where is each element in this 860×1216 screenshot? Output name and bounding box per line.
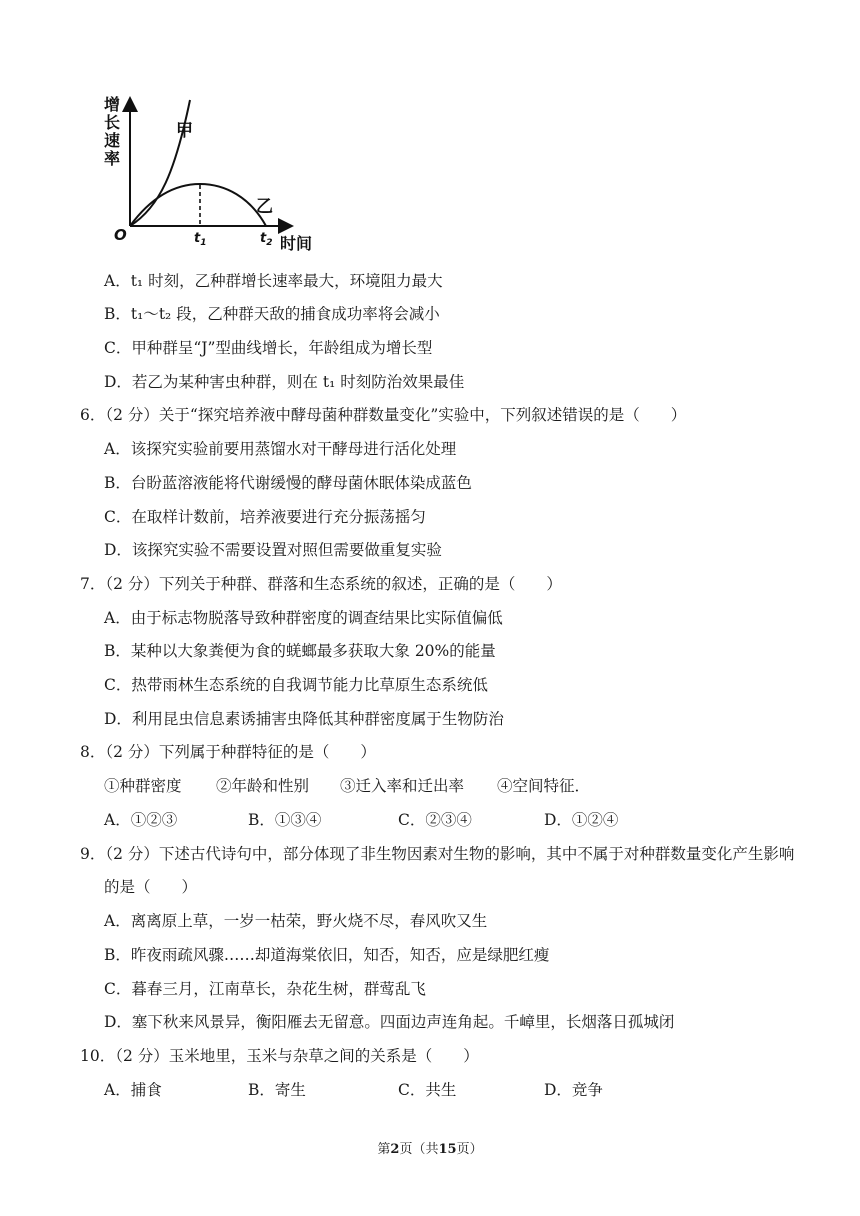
q8-item-2: ②年龄和性别 (216, 777, 310, 795)
y-label-char-1: 增 (104, 95, 121, 114)
q7-stem: 7．（2 分）下列关于种群、群落和生态系统的叙述，正确的是（ ） (80, 575, 562, 593)
page-footer (0, 1138, 860, 1157)
footer-total-pages: 15 (438, 1142, 457, 1157)
q7-option-b: B．某种以大象粪便为食的蜣螂最多获取大象 20%的能量 (104, 642, 496, 660)
y-label-char-3: 速 (104, 131, 121, 150)
q10-option-c: C．共生 (398, 1081, 457, 1099)
q7-option-c: C．热带雨林生态系统的自我调节能力比草原生态系统低 (104, 676, 488, 694)
q10-stem: 10．（2 分）玉米地里，玉米与杂草之间的关系是（ ） (80, 1047, 479, 1065)
q5-option-b: B．t₁～t₂ 段，乙种群天敌的捕食成功率将会减小 (104, 305, 440, 323)
footer-middle: 页（共 (399, 1142, 439, 1157)
t2-label: $t_2$ (260, 231, 273, 248)
q10-option-a: A．捕食 (104, 1081, 162, 1099)
q8-option-c: C．②③④ (398, 811, 472, 829)
x-axis-label: 时间 (280, 234, 313, 253)
q8-option-b: B．①③④ (248, 811, 322, 829)
q8-option-a: A．①②③ (104, 811, 178, 829)
q8-option-d: D．①②④ (544, 811, 619, 829)
q9-stem-line1: 9．（2 分）下述古代诗句中，部分体现了非生物因素对生物的影响，其中不属于对种群数量变化产生影响 (80, 845, 795, 863)
q8-stem: 8．（2 分）下列属于种群特征的是（ ） (80, 743, 376, 761)
curve-jia (130, 100, 190, 226)
q9-option-d: D．塞下秋来风景异，衡阳雁去无留意。四面边声连角起。千嶂里，长烟落日孤城闭 (104, 1013, 675, 1031)
q9-option-a: A．离离原上草，一岁一枯荣，野火烧不尽，春风吹又生 (104, 912, 488, 930)
growth-rate-figure (100, 92, 330, 252)
y-label-char-4: 率 (104, 149, 121, 168)
curve-jia-label: 甲 (176, 121, 193, 141)
q6-option-b: B．台盼蓝溶液能将代谢缓慢的酵母菌休眠体染成蓝色 (104, 474, 472, 492)
q8-item-1: ①种群密度 (104, 777, 182, 795)
q7-option-d: D．利用昆虫信息素诱捕害虫降低其种群密度属于生物防治 (104, 710, 504, 728)
t1-label: $t_1$ (194, 231, 207, 248)
q9-option-b: B．昨夜雨疏风骤……却道海棠依旧，知否，知否，应是绿肥红瘦 (104, 946, 550, 964)
q6-option-c: C．在取样计数前，培养液要进行充分振荡摇匀 (104, 508, 426, 526)
q7-option-a: A．由于标志物脱落导致种群密度的调查结果比实际值偏低 (104, 609, 503, 627)
q10-option-b: B．寄生 (248, 1081, 306, 1099)
footer-prefix: 第 (377, 1142, 391, 1157)
y-label-char-2: 长 (104, 113, 121, 132)
q10-option-d: D．竞争 (544, 1081, 603, 1099)
q5-option-d: D．若乙为某种害虫种群，则在 t₁ 时刻防治效果最佳 (104, 373, 465, 391)
q8-item-3: ③迁入率和迁出率 (340, 777, 465, 795)
q5-option-c: C．甲种群呈“J”型曲线增长，年龄组成为增长型 (104, 339, 433, 357)
origin-label: O (114, 226, 127, 244)
q9-option-c: C．暮春三月，江南草长，杂花生树，群莺乱飞 (104, 980, 426, 998)
q6-option-d: D．该探究实验不需要设置对照但需要做重复实验 (104, 541, 442, 559)
q8-item-4: ④空间特征． (497, 777, 591, 795)
q9-stem-line2: 的是（ ） (104, 878, 198, 896)
footer-suffix: 页） (456, 1142, 483, 1157)
footer-page-number: 2 (390, 1142, 400, 1157)
curve-yi-label: 乙 (256, 197, 273, 217)
q6-option-a: A．该探究实验前要用蒸馏水对干酵母进行活化处理 (104, 440, 457, 458)
growth-rate-chart (100, 92, 330, 252)
curve-yi (130, 184, 266, 226)
q6-stem: 6．（2 分）关于“探究培养液中酵母菌种群数量变化”实验中，下列叙述错误的是（ ） (80, 406, 687, 424)
q5-option-a: A．t₁ 时刻，乙种群增长速率最大，环境阻力最大 (104, 272, 443, 290)
